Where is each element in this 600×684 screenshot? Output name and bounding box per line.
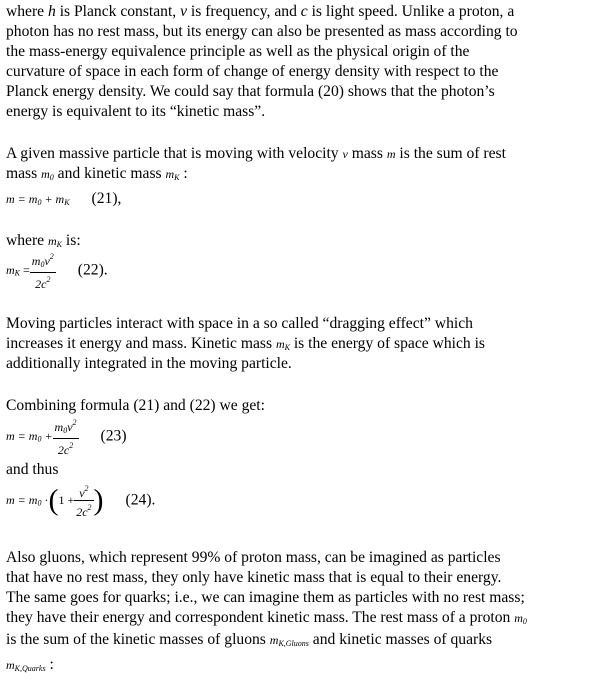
para3-line3: additionally integrated in the moving particle. (6, 355, 292, 372)
para1-line6: energy is equivalent to its “kinetic mass”. (6, 103, 266, 120)
equation-22-number: (22). (77, 261, 108, 279)
equation-24-number: (24). (125, 491, 156, 509)
equation-23: $m = m_0$ + $\frac{m_0v^2}{2c^2}$ (23) (6, 418, 127, 457)
para2-line1: A given massive particle that is moving with velocity v mass m is the sum of rest (6, 145, 506, 162)
equation-22: $m_K$ = $\frac{m_0v^2}{2c^2}$ (22). (6, 252, 108, 291)
para5-line6: $m_{K,Quarks}$ : (6, 656, 54, 673)
equation-23-number: (23) (100, 427, 127, 445)
equation-23-fraction: $\frac{m_0v^2}{2c^2}$ (54, 418, 77, 457)
symbol-c: c (300, 3, 308, 20)
para5-line3: The same goes for quarks; i.e., we can imagine them as particles with no rest mass; (6, 589, 525, 606)
para5-line5: is the sum of the kinetic masses of gluons $m_{K,Gluons}$ and kinetic masses of quarks (6, 631, 493, 648)
equation-22-fraction: $\frac{m_0v^2}{2c^2}$ (31, 252, 54, 291)
para1-line5: Planck energy density. We could say that formula (20) shows that the photon’s (6, 83, 495, 100)
equation-24: $m = m_0 \cdot(1$ + $\frac{v^2}{2c^2}$ ) (24). (6, 483, 156, 519)
symbol-nu: ν (180, 3, 188, 20)
para1-line2: photon has no rest mass, but its energy can also be presented as mass according to (6, 23, 518, 40)
and-thus-text: and thus (6, 461, 59, 478)
para3-line1: Moving particles interact with space in a so called “dragging effect” which (6, 315, 473, 332)
para1-line1: where h is Planck constant, ν is frequency, and c is light speed. Unlike a proton, a (6, 3, 515, 20)
para3-line2: increases it energy and mass. Kinetic mass $m_K$ is the energy of space which is (6, 335, 485, 352)
para5-line4: they have their energy and correspondent kinetic mass. The rest mass of a proton $m_0$ (6, 609, 527, 626)
para2-line2: mass $m_0$ and kinetic mass $m_K$ : (6, 165, 188, 182)
para5-line1: Also gluons, which represent 99% of proton mass, can be imagined as particles (6, 549, 501, 566)
para5-line2: that have no rest mass, they only have kinetic mass that is equal to their energy. (6, 569, 502, 586)
equation-24-fraction: $\frac{v^2}{2c^2}$ (76, 484, 92, 519)
symbol-h: h (48, 3, 56, 20)
para1-line4: curvature of space in each form of change of energy density with respect to the (6, 63, 499, 80)
where-mk-line: where $m_K$ is: (6, 232, 81, 249)
equation-21-number: (21), (91, 190, 122, 207)
para1-line3: the mass-energy equivalence principle as well as the physical origin of the (6, 43, 470, 60)
equation-21: $m = m_0 + m_K$ (21), (6, 190, 122, 207)
para4-line1: Combining formula (21) and (22) we get: (6, 397, 265, 414)
